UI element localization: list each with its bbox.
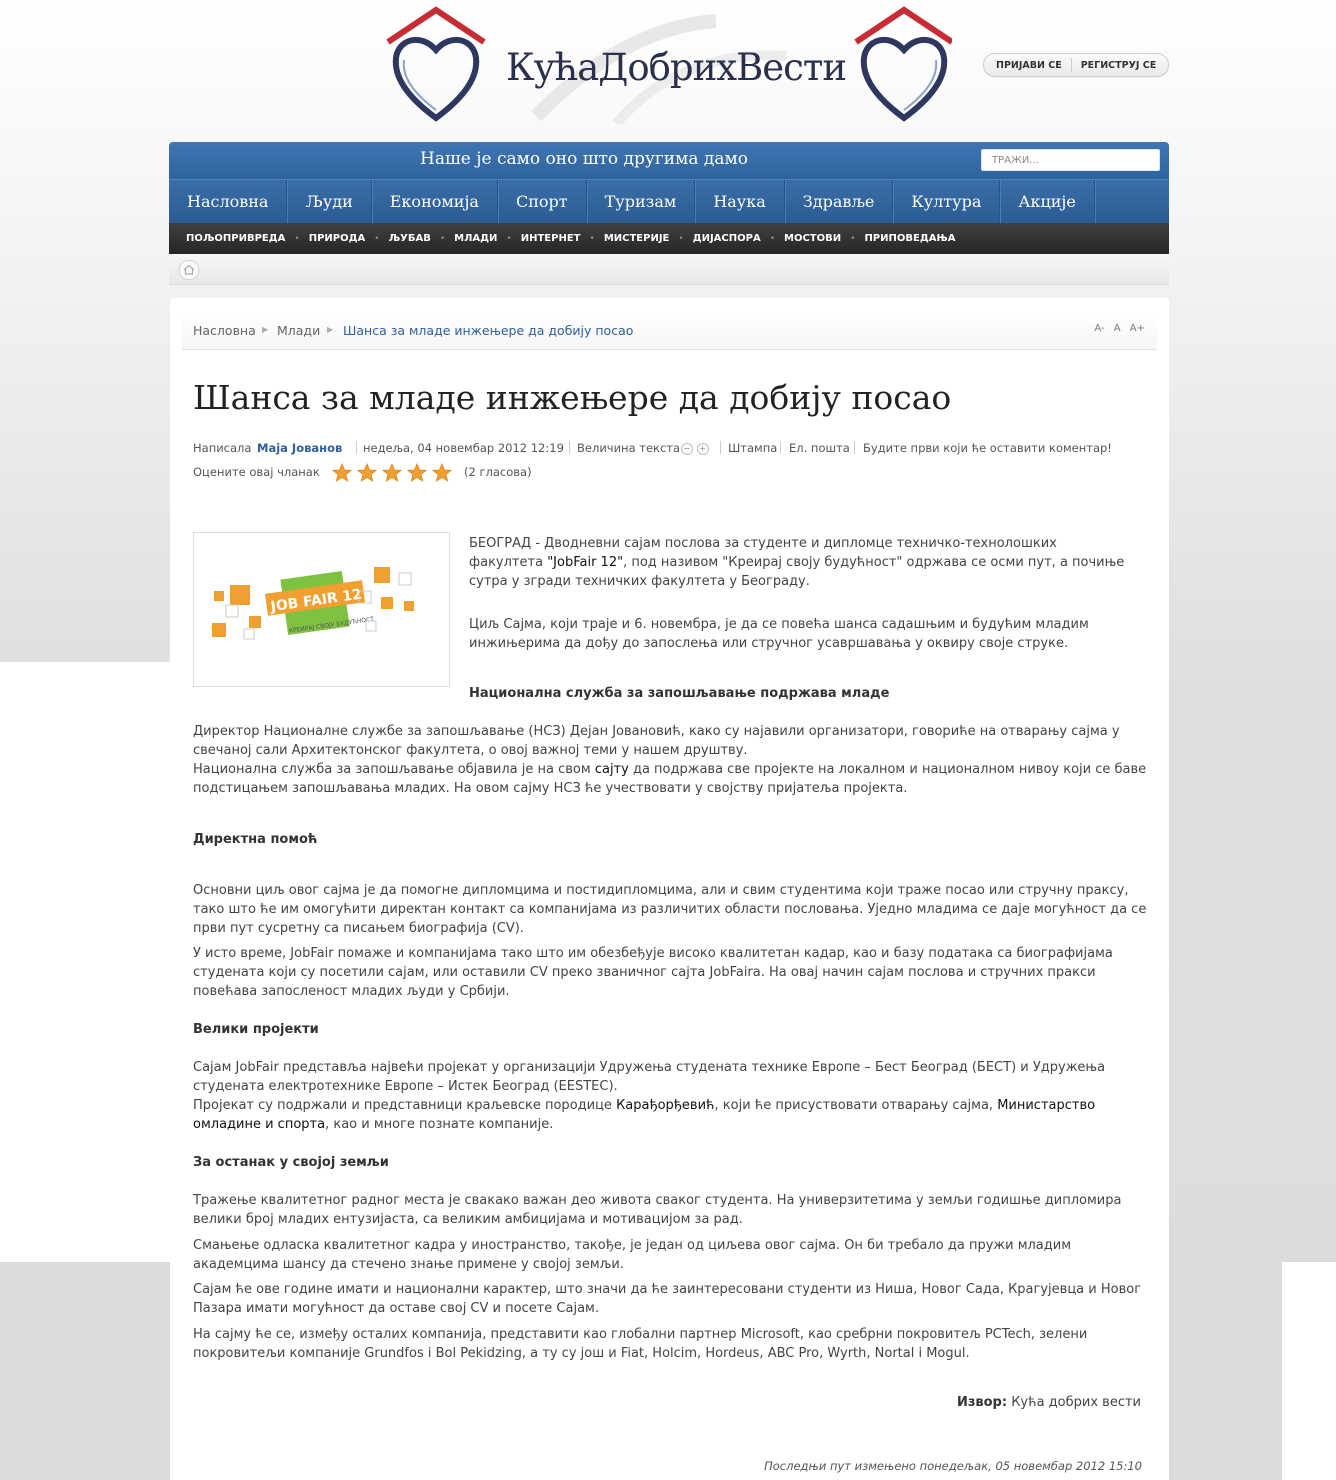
meta-divider — [720, 441, 721, 454]
font-reset-button[interactable]: A — [1113, 323, 1121, 334]
breadcrumb-section[interactable]: Млади — [277, 323, 321, 338]
rating-stars — [332, 463, 457, 483]
article-source — [957, 1395, 1141, 1410]
paragraph-text: , као и многе познате компаније. — [325, 1117, 554, 1132]
submenu-item-dijaspora[interactable]: ДИЈАСПОРА — [692, 233, 761, 244]
paragraph-job-search: Тражење квалитетног радног места је свакако важан део живота сваког студента. На универзитетима у земљи годишње дипломира велики број младих ентузијаста, са великим амбицијама и мотивацијом за рад. — [193, 1193, 1122, 1227]
menu-item-sport[interactable]: Спорт — [498, 180, 587, 223]
breadcrumb-arrow-icon: ▶ — [327, 325, 334, 334]
breadcrumb — [182, 312, 1157, 350]
font-sizer — [1088, 323, 1145, 334]
top-bar — [169, 142, 1169, 179]
background-panel-right — [1282, 1262, 1336, 1480]
menu-item-naslovna[interactable]: Насловна — [169, 180, 287, 223]
submenu-separator: • — [506, 233, 512, 244]
home-icon[interactable] — [179, 260, 199, 280]
search-input[interactable]: ТРАЖИ... — [981, 149, 1160, 171]
paragraph-organizers: Сајам JobFair представља највећи пројекат у организацији Удружења студената технике Европе – Бест Београд (БЕСТ) и Удружења студената електротехнике Европе – Истек Београд (EESTEC). — [193, 1060, 1106, 1094]
paragraph-nsz-support — [193, 760, 1148, 798]
paragraph-text: , под називом "Креирај своју будућност" одржава се осми пут, а почиње сутра у згради техничких факултета у Београду. — [469, 555, 1125, 589]
sub-menu — [169, 223, 1169, 254]
submenu-item-pripovedanja[interactable]: ПРИПОВЕДАЊА — [864, 233, 956, 244]
article-date: недеља, 04 новембар 2012 12:19 — [363, 441, 564, 455]
paragraph-goal: Циљ Сајма, који траје и 6. новембра, је да се повећа шанса садашњим и будућим младим инжињерима да дођу до запослења или стручног усавршавања у оквиру своје струке. — [469, 617, 1089, 651]
meta-divider — [780, 441, 781, 454]
karadjordjevic-link[interactable]: Карађорђевић — [616, 1098, 715, 1113]
home-bar — [169, 254, 1169, 285]
jobfair-tagline-text: КРЕИРАЈ СВОЈУ БУДУЋНОСТ — [288, 615, 375, 635]
jobfair-logo-image — [193, 532, 450, 687]
submenu-item-internet[interactable]: ИНТЕРНЕТ — [520, 233, 581, 244]
menu-item-turizam[interactable]: Туризам — [587, 180, 696, 223]
paragraph-national: Сајам ће ове године имати и национални карактер, што значи да ће заинтересовани студенти из Ниша, Новог Сада, Крагујевца и Новог Пазара имати могућност да оставе свој CV и посете Сајам. — [193, 1282, 1142, 1316]
submenu-separator: • — [294, 233, 300, 244]
paragraph-supporters — [193, 1096, 1148, 1134]
paragraph-text: Национална служба за запошљавање објавила је на свом — [193, 762, 595, 777]
submenu-item-misterije[interactable]: МИСТЕРИЈЕ — [603, 233, 670, 244]
submenu-item-mladi[interactable]: МЛАДИ — [454, 233, 498, 244]
author-link[interactable]: Маја Јованов — [257, 441, 343, 455]
site-logo[interactable] — [386, 6, 952, 124]
submenu-item-priroda[interactable]: ПРИРОДА — [308, 233, 366, 244]
menu-item-akcije[interactable]: Акције — [1000, 180, 1095, 223]
user-menu-divider — [1071, 58, 1072, 72]
star-icon[interactable] — [357, 463, 377, 483]
submenu-separator: • — [678, 233, 684, 244]
star-icon[interactable] — [432, 463, 452, 483]
paragraph-brain-drain: Смањење одласка квалитетног кадра у иностранство, такође, је један од циљева овог сајма. Он би требало да пружи младим академцима шансу да стечено знање примене у својој земљи. — [193, 1238, 1072, 1272]
submenu-item-poljoprivreda[interactable]: ПОЉОПРИВРЕДА — [186, 233, 286, 244]
submenu-separator: • — [769, 233, 776, 244]
subheading-direct-help: Директна помоћ — [193, 832, 318, 847]
article-container — [170, 298, 1169, 1480]
paragraph-text: да подржава све пројекте на локалном и националном нивоу који се баве подстицањем запошљавања младих. На овом сајму НСЗ ће учествовати у својству пријатеља пројекта. — [193, 762, 1147, 796]
last-modified: Последњи пут измењено понедељак, 05 новембар 2012 15:10 — [764, 1459, 1142, 1473]
ministry-link[interactable]: Министарство омладине и спорта — [193, 1098, 1096, 1132]
star-icon[interactable] — [332, 463, 352, 483]
paragraph-companies: У исто време, JobFair помаже и компанијама тако што им обезбеђује високо квалитетан кадар, као и базу података са биографијама студената који су посетили сајам, или оставили CV преко званичног сајта JobFaira. На овај начин сајам послова и стручних пракси повећава запосленост младих људи у Србији. — [193, 946, 1113, 999]
font-smaller-button[interactable]: A- — [1094, 323, 1105, 334]
paragraph-intro — [469, 534, 1134, 591]
print-link[interactable]: Штампа — [728, 441, 778, 455]
subheading-big-projects: Велики пројекти — [193, 1022, 319, 1037]
submenu-item-ljubav[interactable]: ЉУБАВ — [388, 233, 431, 244]
breadcrumb-arrow-icon: ▶ — [262, 325, 269, 334]
menu-item-ekonomija[interactable]: Економија — [372, 180, 498, 223]
paragraph-text: БЕОГРАД - Дводневни сајам послова за студенте и дипломце техничко-технолошких факултета — [469, 536, 1057, 570]
site-link[interactable]: сајту — [594, 762, 629, 777]
paragraph-text: Пројекат су подржали и представници краљевске породице — [193, 1098, 617, 1113]
meta-divider — [569, 441, 570, 454]
text-increase-icon[interactable]: + — [697, 443, 709, 455]
menu-item-zdravlje[interactable]: Здравље — [785, 180, 894, 223]
rating-label: Оцените овај чланак — [193, 465, 320, 479]
subheading-stay-home: За останак у својој земљи — [193, 1155, 389, 1170]
main-menu — [169, 179, 1169, 223]
paragraph-director: Директор Националне службе за запошљавање (НСЗ) Дејан Јовановић, како су најавили организатори, говориће на отварању сајма у свечаној сали Архитектонског факултета, о овој важној теми у нашем друштву. — [193, 724, 1120, 758]
site-slogan: Наше је само оно што другима дамо — [420, 149, 748, 169]
font-larger-button[interactable]: A+ — [1129, 323, 1145, 334]
source-value: Кућа добрих вести — [1011, 1395, 1141, 1410]
menu-item-nauka[interactable]: Наука — [695, 180, 784, 223]
breadcrumb-home[interactable]: Насловна — [193, 323, 256, 338]
source-label: Извор: — [956, 1395, 1008, 1410]
register-button[interactable]: РЕГИСТРУЈ СЕ — [1080, 59, 1157, 71]
article-rating — [193, 465, 532, 479]
rating-votes: (2 гласова) — [464, 465, 532, 479]
submenu-separator: • — [374, 233, 380, 244]
paragraph-partners: На сајму ће се, између осталих компанија, представити као глобални партнер Microsoft, као сребрни покровитељ PCTech, зелени покровитељи компаније Grundfos i Bol Pekidzing, а ту су још и Fiat, Holcim, Hordeus, ABC Pro, Wyrth, Nortal i Mogul. — [193, 1327, 1088, 1361]
text-size-label: Величина текста — [577, 441, 681, 455]
meta-divider — [356, 441, 357, 454]
text-size-controls — [681, 441, 709, 455]
background-panel-left — [0, 662, 170, 1262]
paragraph-text: , који ће присуствовати отварању сајма, — [714, 1098, 998, 1113]
logo-text: КућаДобрихВести — [505, 46, 847, 89]
user-menu — [983, 53, 1169, 77]
breadcrumb-current: Шанса за младе инжењере да добију посао — [343, 323, 634, 338]
submenu-item-mostovi[interactable]: МОСТОВИ — [784, 233, 842, 244]
article-title: Шанса за младе инжењере да добију посао — [193, 378, 952, 417]
written-by-label: Написала — [193, 441, 252, 455]
menu-item-ljudi[interactable]: Људи — [287, 180, 371, 223]
login-button[interactable]: ПРИЈАВИ СЕ — [996, 59, 1062, 71]
comment-link[interactable]: Будите први који ће оставити коментар! — [863, 441, 1112, 455]
jobfair-brand-text: JOB FAIR 12 — [269, 586, 363, 616]
submenu-separator: • — [589, 233, 595, 244]
star-icon[interactable] — [382, 463, 402, 483]
submenu-separator: • — [439, 233, 446, 244]
paragraph-main-goal: Основни циљ овог сајма је да помогне дипломцима и постидипломцима, али и свим студентима који траже посао или стручну праксу, тако што ће им омогућити директан контакт са компанијама из различитих области пословања. Уједно младима се даје могућност да се први пут сусретну са писањем биографија (CV). — [193, 883, 1147, 936]
text-decrease-icon[interactable]: − — [681, 443, 693, 455]
meta-divider — [854, 441, 855, 454]
jobfair-logo-icon — [194, 533, 449, 686]
subheading-nsz: Национална служба за запошљавање подржава младе — [469, 686, 890, 701]
navigation — [169, 142, 1169, 285]
star-icon[interactable] — [407, 463, 427, 483]
email-link[interactable]: Ел. пошта — [789, 441, 850, 455]
submenu-separator: • — [850, 233, 856, 244]
jobfair-link[interactable]: "JobFair 12" — [547, 555, 624, 570]
menu-item-kultura[interactable]: Култура — [893, 180, 1000, 223]
